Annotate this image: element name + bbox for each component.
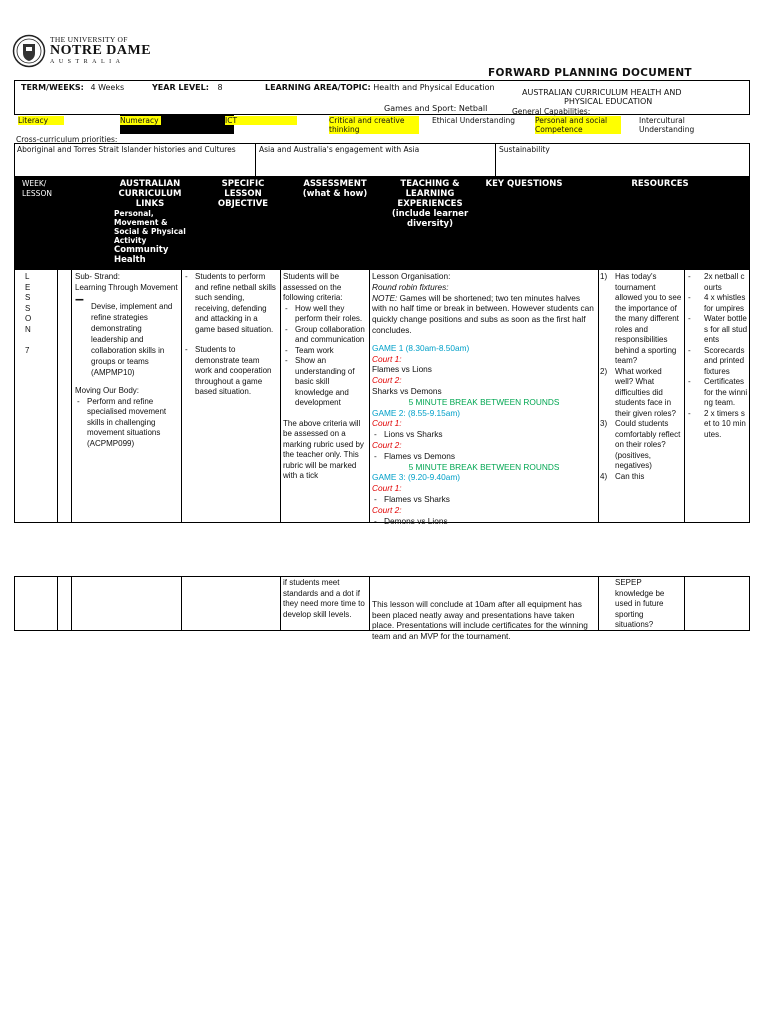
game-3-court-2: Court 2: — [372, 504, 402, 515]
table-row-continued — [14, 576, 750, 641]
game-1-court-1: Court 1: — [372, 353, 402, 364]
university-logo — [12, 33, 152, 69]
round-robin-label: Round robin fixtures: — [372, 281, 449, 292]
logo-line-2: NOTRE DAME — [50, 43, 152, 58]
col-resources: RESOURCES — [620, 179, 700, 189]
col-week: WEEK/ LESSON — [22, 179, 62, 199]
moving-our-body-label: Moving Our Body: — [75, 386, 140, 395]
break-2: 5 MINUTE BREAK BETWEEN ROUNDS — [408, 461, 560, 472]
game-2-court-2-match: - Flames vs Demons — [372, 451, 596, 462]
game-1-court-1-match: Flames vs Lions — [372, 364, 432, 375]
col-curriculum-links-sub: Personal, Movement & Social & Physical Activity — [114, 209, 186, 245]
col-curriculum-links-sub2: Community Health — [114, 245, 169, 265]
resource-whistles: - 4 x whistles for umpires — [686, 293, 748, 314]
game-2-court-2: Court 2: — [372, 439, 402, 450]
game-1-court-2: Court 2: — [372, 375, 402, 386]
break-1: 5 MINUTE BREAK BETWEEN ROUNDS — [408, 396, 560, 407]
game-3-heading: GAME 3: (9.20-9.40am) — [372, 472, 461, 483]
objective-1: - Students to perform and refine netball skills such sending, receiving, defending and attacking in a game based situation. — [183, 272, 277, 335]
substrand-label: Sub- Strand: — [75, 272, 120, 281]
logo-line-3: AUSTRALIA — [50, 59, 125, 65]
teaching-continued: This lesson will conclude at 10am after all equipment has been placed neatly away and presentations have taken place. Presentations will include certificates for the winning team and an MVP for the tournament. — [372, 599, 588, 641]
lesson-number: 7 — [25, 345, 30, 355]
objective-cell — [183, 272, 277, 398]
objective-2: - Students to demonstrate team work and cooperation throughout a game based situation. — [183, 345, 277, 398]
cross-item-aboriginal: Aboriginal and Torres Strait Islander histories and Cultures — [17, 145, 236, 154]
question-4: Can this — [615, 471, 645, 481]
teaching-cell — [372, 271, 596, 526]
question-3: Could students comfortably reflect on their roles? (positives, negatives) — [615, 419, 681, 470]
lesson-organisation: Lesson Organisation: — [372, 271, 451, 281]
game-3-court-1: Court 1: — [372, 483, 402, 494]
capability-ict: ICT — [225, 116, 297, 125]
game-1-heading: GAME 1 (8.30am-8.50am) — [372, 342, 470, 353]
game-3-court-1-match: - Flames vs Sharks — [372, 494, 596, 505]
assessment-item-3: - Team work — [283, 346, 367, 357]
logo-line-1: THE UNIVERSITY OF — [50, 35, 128, 44]
dash-bullet: – — [75, 291, 84, 308]
resource-scorecards: - Scorecards and printed fixtures — [686, 346, 748, 378]
curriculum-line-2: PHYSICAL EDUCATION — [564, 97, 653, 106]
col-assessment: ASSESSMENT (what & how) — [294, 179, 376, 199]
capabilities-row — [14, 115, 750, 135]
cross-curriculum-box — [14, 143, 750, 177]
capability-literacy: Literacy — [18, 116, 64, 125]
assessment-item-2: - Group collaboration and communication — [283, 325, 367, 346]
substrand-value: Learning Through Movement — [75, 282, 178, 292]
curriculum-link-2: - Perform and refine specialised movement skills in challenging movement situations (ACPMP099) — [75, 397, 179, 450]
question-2: What worked well? What difficulties did students face in their given roles? — [615, 366, 676, 418]
capability-ethical: Ethical Understanding — [432, 116, 515, 125]
curriculum-link-1: Devise, implement and refine strategies demonstrating leadership and collaboration skills in groups or teams (AMPMP10) — [91, 302, 173, 377]
document-title: FORWARD PLANNING DOCUMENT — [488, 67, 692, 79]
cross-item-asia: Asia and Australia's engagement with Asia — [259, 145, 420, 154]
cross-item-sustainability: Sustainability — [499, 145, 550, 154]
table-row-lesson-7 — [14, 269, 750, 526]
resource-timers: - 2 x timers set to 10 minutes. — [686, 409, 748, 441]
resource-certificates: - Certificates for the winning team. — [686, 377, 748, 409]
note-text: Games will be shortened; two ten minutes halves with no half time or break in between. However students can quickly change positions and subs as soon as the first half concludes. — [372, 292, 594, 335]
assessment-outro: The above criteria will be assessed on a marking rubric used by the teacher only. This rubric will be marked with a tick — [283, 418, 364, 480]
resource-courts: - 2x netball courts — [686, 272, 748, 293]
col-curriculum-links — [110, 179, 190, 265]
capability-intercultural: Intercultural Understanding — [639, 116, 695, 134]
key-questions-cell: 1) Has today's tournament allowed you to see the importance of the many different roles and responsibilities behind a sporting team? 2) What worked well? What difficulties did students face in their given roles? 3) Could students comfortably reflect on their roles? (positives, negatives) 4) Can this — [600, 272, 682, 481]
assessment-intro: Students will be assessed on the following criteria: — [283, 272, 343, 302]
col-questions: KEY QUESTIONS — [485, 179, 563, 189]
year-label: YEAR LEVEL: — [152, 83, 209, 92]
capability-critical-thinking: Critical and creative thinking — [329, 116, 419, 134]
curriculum-line-1: AUSTRALIAN CURRICULUM HEALTH AND — [522, 88, 682, 97]
area-label: LEARNING AREA/TOPIC: — [265, 83, 371, 92]
resources-cell — [686, 272, 748, 440]
resource-water-bottles: - Water bottles for all students — [686, 314, 748, 346]
game-2-heading: GAME 2: (8.55-9.15am) — [372, 407, 461, 418]
question-1: Has today's tournament allowed you to see the importance of the many different roles and responsibilities behind a sporting team? — [615, 272, 682, 365]
assessment-item-4: - Show an understanding of basic skill knowledge and development — [283, 356, 367, 409]
assessment-item-1: - How well they perform their roles. — [283, 304, 367, 325]
note-label: NOTE: — [372, 292, 398, 303]
curriculum-links-cell — [75, 272, 179, 449]
term-label: TERM/WEEKS: — [21, 83, 84, 92]
game-1-court-2-match: Sharks vs Demons — [372, 385, 442, 396]
questions-continued: SEPEP knowledge be used in future sporting situations? — [615, 578, 665, 629]
table-header — [14, 177, 750, 269]
year-value: 8 — [217, 83, 223, 92]
capability-personal-social: Personal and social Competence — [535, 116, 621, 134]
assessment-continued: if students meet standards and a dot if they need more time to develop skill levels. — [283, 578, 365, 619]
area-value: Health and Physical Education — [373, 83, 495, 92]
general-capabilities-label: General Capabilities: — [512, 107, 591, 116]
cross-curriculum-label: Cross-curriculum priorities: — [16, 135, 118, 144]
game-3-court-2-match: - Demons vs Lions — [372, 516, 596, 527]
col-curriculum-links-title: AUSTRALIAN CURRICULUM LINKS — [118, 179, 182, 209]
topic-value: Games and Sport: Netball — [384, 104, 488, 113]
game-2-court-1: Court 1: — [372, 418, 402, 429]
capability-numeracy: Numeracy — [120, 116, 159, 125]
lesson-label: L E S S O N 7 — [25, 272, 35, 356]
game-2-court-1-match: - Lions vs Sharks — [372, 429, 596, 440]
col-objective: SPECIFIC LESSON OBJECTIVE — [208, 179, 278, 209]
term-value: 4 Weeks — [90, 83, 125, 92]
assessment-cell — [283, 272, 367, 482]
crest-icon — [12, 33, 46, 69]
col-teaching: TEACHING & LEARNING EXPERIENCES (include learner diversity) — [391, 179, 469, 229]
